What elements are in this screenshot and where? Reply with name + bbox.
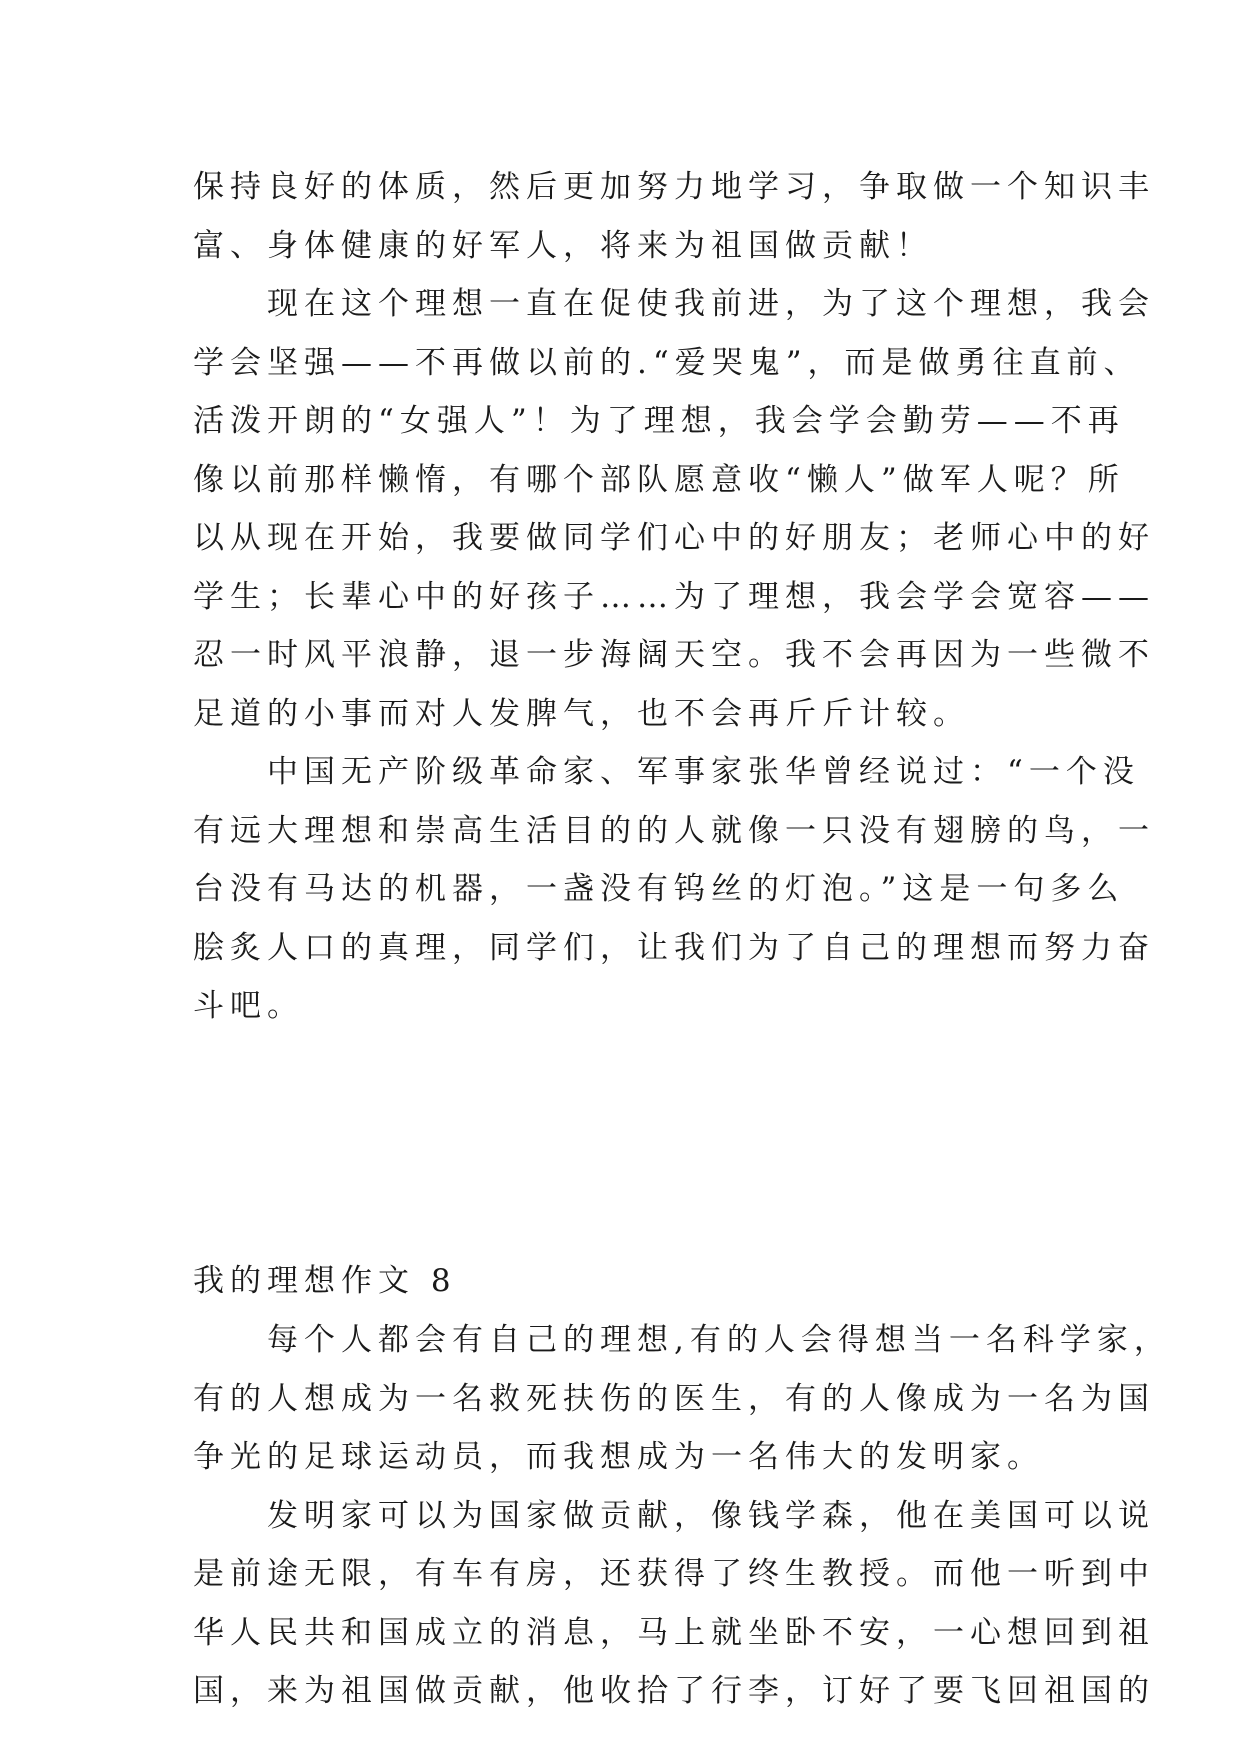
text-line: 脍炙人口的真理，同学们，让我们为了自己的理想而努力奋 (193, 929, 1155, 966)
text-line: 学生；长辈心中的好孩子……为了理想，我会学会宽容—— (193, 578, 1155, 615)
text-line: 活泼开朗的“女强人”！为了理想，我会学会勤劳——不再 (193, 403, 1125, 439)
text-line: 学会坚强——不再做以前的.“爱哭鬼”，而是做勇往直前、 (193, 344, 1141, 381)
text-line: 发明家可以为国家做贡献，像钱学森，他在美国可以说 (193, 1497, 1155, 1534)
text-line: 每个人都会有自己的理想,有的人会得想当一名科学家， (193, 1322, 1171, 1358)
text-line: 是前途无限，有车有房，还获得了终生教授。而他一听到中 (193, 1556, 1155, 1592)
text-line: 足道的小事而对人发脾气，也不会再斤斤计较。 (193, 695, 970, 732)
text-line: 中国无产阶级革命家、军事家张华曾经说过：“一个没 (193, 754, 1140, 790)
text-line: 斗吧。 (193, 988, 304, 1024)
essay-section-8 (193, 1311, 1171, 1721)
text-line: 有远大理想和崇高生活目的的人就像一只没有翅膀的鸟，一 (193, 812, 1155, 849)
text-line: 华人民共和国成立的消息，马上就坐卧不安，一心想回到祖 (193, 1614, 1155, 1651)
text-line: 忍一时风平浪静，退一步海阔天空。我不会再因为一些微不 (193, 637, 1155, 673)
text-line: 台没有马达的机器，一盏没有钨丝的灯泡。”这是一句多么 (193, 871, 1125, 907)
text-line: 现在这个理想一直在促使我前进，为了这个理想，我会 (193, 286, 1155, 322)
essay-heading: 我的理想作文 8 (193, 1263, 457, 1299)
text-line: 保持良好的体质，然后更加努力地学习，争取做一个知识丰 (193, 169, 1155, 205)
text-line: 富、身体健康的好军人，将来为祖国做贡献！ (193, 227, 933, 264)
text-line: 以从现在开始，我要做同学们心中的好朋友；老师心中的好 (193, 520, 1155, 556)
essay-section-continued (193, 158, 1155, 1036)
text-line: 争光的足球运动员，而我想成为一名伟大的发明家。 (193, 1439, 1044, 1475)
text-line: 有的人想成为一名救死扶伤的医生，有的人像成为一名为国 (193, 1380, 1155, 1417)
text-line: 国，来为祖国做贡献，他收拾了行李，订好了要飞回祖国的 (193, 1673, 1155, 1709)
text-line: 像以前那样懒惰，有哪个部队愿意收“懒人”做军人呢？所 (193, 461, 1125, 498)
